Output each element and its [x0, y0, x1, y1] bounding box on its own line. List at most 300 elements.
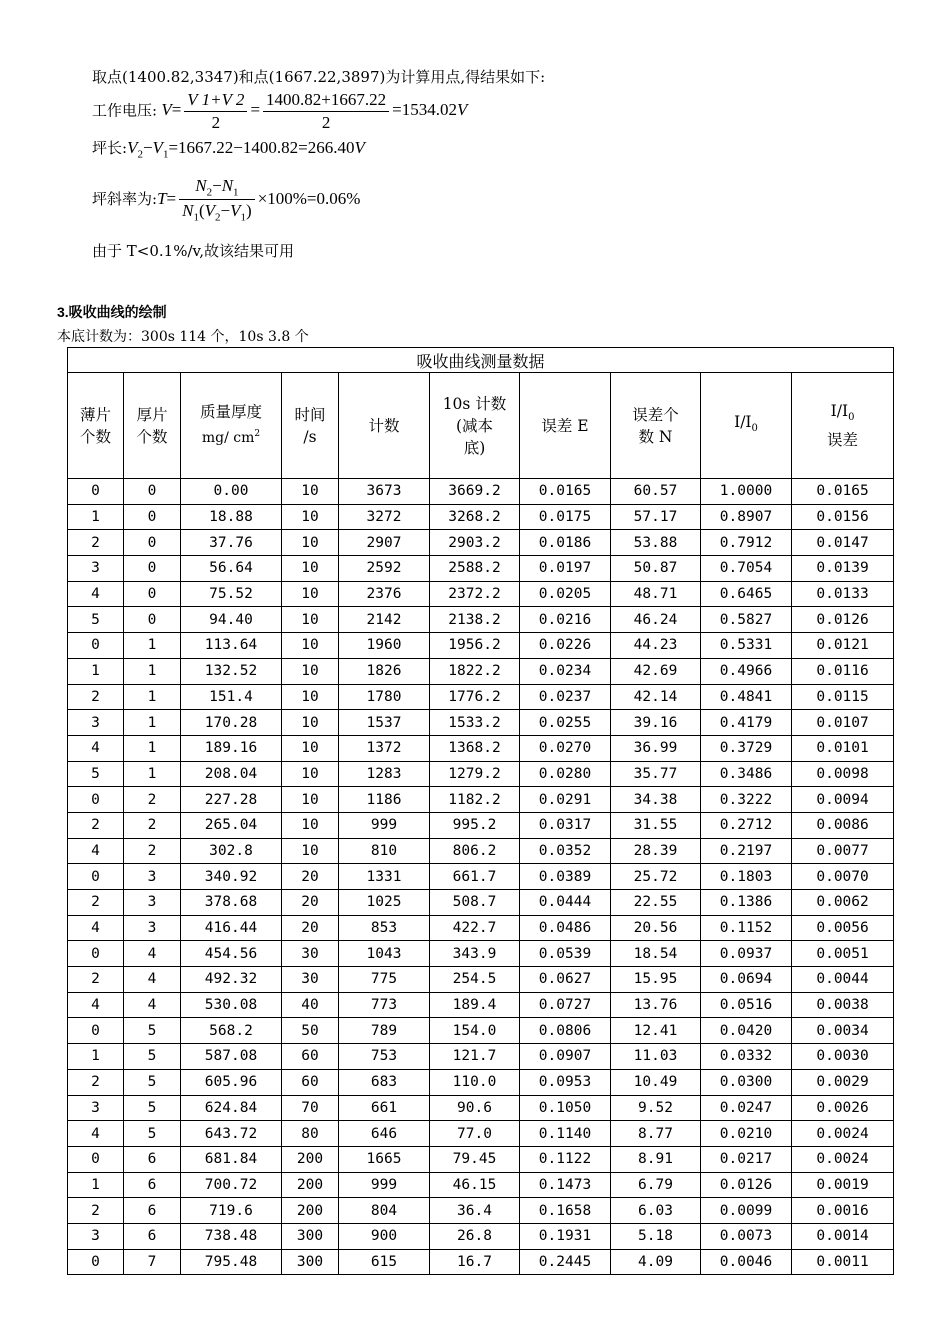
cell-ratio: 0.0332	[701, 1044, 792, 1070]
table-row	[68, 710, 894, 736]
cell-mass-thickness: 605.96	[181, 1069, 282, 1095]
cell-count: 753	[339, 1044, 430, 1070]
cell-error-n: 11.03	[611, 1044, 701, 1070]
section-title: 3.吸收曲线的绘制	[57, 304, 167, 320]
cell-error-e: 0.0317	[520, 812, 611, 838]
cell-count-10s: 3669.2	[430, 479, 520, 505]
cell-time: 10	[282, 633, 339, 659]
cell-thick-count: 0	[124, 479, 181, 505]
cell-ratio: 0.2712	[701, 812, 792, 838]
cell-count-10s: 2138.2	[430, 607, 520, 633]
cell-mass-thickness: 189.16	[181, 735, 282, 761]
cell-error-n: 13.76	[611, 992, 701, 1018]
cell-count-10s: 110.0	[430, 1069, 520, 1095]
cell-thin-count: 1	[68, 658, 124, 684]
header-text: 质量厚度	[199, 403, 262, 422]
cell-mass-thickness: 643.72	[181, 1121, 282, 1147]
cell-time: 300	[282, 1223, 339, 1249]
cell-count-10s: 36.4	[430, 1198, 520, 1224]
slope-formula	[92, 176, 360, 224]
cell-time: 10	[282, 658, 339, 684]
cell-count-10s: 1956.2	[430, 633, 520, 659]
cell-ratio-error: 0.0014	[792, 1223, 894, 1249]
table-row	[68, 787, 894, 813]
cell-thin-count: 1	[68, 1044, 124, 1070]
cell-thin-count: 1	[68, 1172, 124, 1198]
cell-mass-thickness: 18.88	[181, 504, 282, 530]
cell-thick-count: 1	[124, 658, 181, 684]
absorption-data-table	[67, 347, 894, 1275]
cell-mass-thickness: 37.76	[181, 530, 282, 556]
cell-ratio-error: 0.0139	[792, 556, 894, 582]
cell-time: 10	[282, 504, 339, 530]
cell-mass-thickness: 719.6	[181, 1198, 282, 1224]
cell-ratio: 0.0073	[701, 1223, 792, 1249]
cell-count-10s: 26.8	[430, 1223, 520, 1249]
header-text: 误差个	[632, 405, 679, 424]
cell-error-n: 15.95	[611, 967, 701, 993]
cell-count-10s: 46.15	[430, 1172, 520, 1198]
cell-ratio-error: 0.0044	[792, 967, 894, 993]
table-row	[68, 812, 894, 838]
paren-open: (	[198, 201, 205, 221]
cell-error-e: 0.0280	[520, 761, 611, 787]
cell-time: 20	[282, 915, 339, 941]
cell-error-e: 0.0165	[520, 479, 611, 505]
cell-time: 10	[282, 761, 339, 787]
cell-ratio-error: 0.0116	[792, 658, 894, 684]
cell-count-10s: 254.5	[430, 967, 520, 993]
table-header-row	[68, 373, 894, 479]
cell-mass-thickness: 113.64	[181, 633, 282, 659]
cell-time: 20	[282, 890, 339, 916]
cell-count: 1025	[339, 890, 430, 916]
table-row	[68, 684, 894, 710]
header-text: mg/ cm	[201, 430, 255, 447]
slope-result: ×100%=0.06%	[257, 188, 361, 208]
cell-count: 3272	[339, 504, 430, 530]
table-row	[68, 1044, 894, 1070]
work-voltage-formula	[92, 90, 467, 133]
cell-ratio-error: 0.0101	[792, 735, 894, 761]
cell-count: 853	[339, 915, 430, 941]
cell-ratio-error: 0.0133	[792, 581, 894, 607]
cell-count: 2376	[339, 581, 430, 607]
cell-count: 804	[339, 1198, 430, 1224]
cell-count: 900	[339, 1223, 430, 1249]
fraction-denominator	[179, 200, 255, 223]
cell-mass-thickness: 94.40	[181, 607, 282, 633]
voltage-symbol: V	[230, 201, 241, 221]
cell-mass-thickness: 700.72	[181, 1172, 282, 1198]
cell-thick-count: 1	[124, 684, 181, 710]
cell-count: 999	[339, 1172, 430, 1198]
cell-thin-count: 3	[68, 1095, 124, 1121]
fraction-numerator	[179, 176, 255, 200]
subscript: 2	[215, 211, 221, 224]
cell-error-n: 10.49	[611, 1069, 701, 1095]
cell-error-e: 0.0234	[520, 658, 611, 684]
cell-ratio: 0.7054	[701, 556, 792, 582]
cell-time: 60	[282, 1044, 339, 1070]
cell-count-10s: 3268.2	[430, 504, 520, 530]
fraction-numeric	[263, 90, 389, 133]
cell-thick-count: 6	[124, 1223, 181, 1249]
cell-time: 10	[282, 735, 339, 761]
cell-time: 30	[282, 941, 339, 967]
cell-time: 70	[282, 1095, 339, 1121]
cell-count-10s: 77.0	[430, 1121, 520, 1147]
cell-mass-thickness: 492.32	[181, 967, 282, 993]
table-row	[68, 504, 894, 530]
cell-time: 40	[282, 992, 339, 1018]
minus-sign: −	[142, 138, 153, 157]
header-ratio	[701, 373, 792, 479]
cell-count-10s: 1533.2	[430, 710, 520, 736]
header-text: 时间	[294, 405, 326, 424]
table-row	[68, 735, 894, 761]
cell-error-n: 4.09	[611, 1249, 701, 1275]
cell-error-e: 0.0627	[520, 967, 611, 993]
subscript: 1	[162, 148, 169, 161]
header-text: I/I	[734, 412, 752, 431]
cell-thick-count: 1	[124, 761, 181, 787]
cell-error-e: 0.0197	[520, 556, 611, 582]
cell-ratio: 0.3729	[701, 735, 792, 761]
cell-error-n: 18.54	[611, 941, 701, 967]
header-time	[282, 373, 339, 479]
cell-error-n: 31.55	[611, 812, 701, 838]
cell-mass-thickness: 302.8	[181, 838, 282, 864]
cell-thick-count: 1	[124, 633, 181, 659]
cell-ratio-error: 0.0024	[792, 1121, 894, 1147]
cell-thin-count: 0	[68, 479, 124, 505]
cell-thick-count: 0	[124, 607, 181, 633]
cell-ratio: 0.0217	[701, 1146, 792, 1172]
header-count-10s	[430, 373, 520, 479]
cell-error-n: 60.57	[611, 479, 701, 505]
cell-ratio-error: 0.0115	[792, 684, 894, 710]
cell-thick-count: 4	[124, 941, 181, 967]
equals-sign: =	[171, 100, 182, 120]
cell-error-e: 0.0175	[520, 504, 611, 530]
subscript: 1	[193, 211, 199, 224]
table-row	[68, 941, 894, 967]
header-text: 数 N	[638, 427, 673, 446]
cell-thin-count: 2	[68, 812, 124, 838]
table-row	[68, 479, 894, 505]
cell-thin-count: 0	[68, 1249, 124, 1275]
cell-ratio: 0.3486	[701, 761, 792, 787]
subscript: 2	[206, 186, 213, 199]
header-text: 厚片	[136, 405, 168, 424]
work-voltage-result: =1534.02	[392, 100, 457, 120]
cell-mass-thickness: 454.56	[181, 941, 282, 967]
slope-fraction	[179, 176, 255, 224]
fraction-numerator: V 1+V 2	[184, 90, 247, 112]
header-text: 底)	[463, 438, 486, 457]
table-row	[68, 761, 894, 787]
cell-time: 10	[282, 479, 339, 505]
cell-count: 1826	[339, 658, 430, 684]
cell-count-10s: 806.2	[430, 838, 520, 864]
table-row	[68, 1018, 894, 1044]
cell-count-10s: 1776.2	[430, 684, 520, 710]
cell-error-e: 0.0216	[520, 607, 611, 633]
cell-thin-count: 3	[68, 1223, 124, 1249]
cell-count-10s: 1368.2	[430, 735, 520, 761]
header-mass-thickness	[181, 373, 282, 479]
cell-thick-count: 0	[124, 530, 181, 556]
table-row	[68, 838, 894, 864]
table-row	[68, 633, 894, 659]
cell-count: 1043	[339, 941, 430, 967]
cell-error-n: 50.87	[611, 556, 701, 582]
cell-time: 200	[282, 1146, 339, 1172]
cell-time: 10	[282, 710, 339, 736]
cell-error-n: 28.39	[611, 838, 701, 864]
cell-mass-thickness: 132.52	[181, 658, 282, 684]
cell-error-n: 25.72	[611, 864, 701, 890]
cell-mass-thickness: 416.44	[181, 915, 282, 941]
cell-time: 10	[282, 812, 339, 838]
cell-count: 1186	[339, 787, 430, 813]
work-voltage-label: 工作电压:	[92, 101, 158, 120]
voltage-symbol: V	[204, 201, 216, 221]
cell-count-10s: 422.7	[430, 915, 520, 941]
cell-ratio: 0.1803	[701, 864, 792, 890]
cell-mass-thickness: 265.04	[181, 812, 282, 838]
cell-count: 2592	[339, 556, 430, 582]
cell-ratio-error: 0.0094	[792, 787, 894, 813]
cell-thin-count: 0	[68, 1146, 124, 1172]
cell-thick-count: 5	[124, 1018, 181, 1044]
cell-thick-count: 7	[124, 1249, 181, 1275]
cell-error-n: 6.79	[611, 1172, 701, 1198]
cell-error-e: 0.0907	[520, 1044, 611, 1070]
cell-ratio-error: 0.0165	[792, 479, 894, 505]
cell-error-n: 53.88	[611, 530, 701, 556]
cell-error-e: 0.0352	[520, 838, 611, 864]
subscript: 1	[233, 186, 239, 199]
cell-mass-thickness: 530.08	[181, 992, 282, 1018]
cell-thin-count: 3	[68, 710, 124, 736]
cell-count: 683	[339, 1069, 430, 1095]
cell-ratio: 1.0000	[701, 479, 792, 505]
cell-ratio: 0.3222	[701, 787, 792, 813]
cell-thin-count: 2	[68, 530, 124, 556]
cell-mass-thickness: 568.2	[181, 1018, 282, 1044]
cell-ratio-error: 0.0034	[792, 1018, 894, 1044]
cell-time: 20	[282, 864, 339, 890]
cell-error-n: 5.18	[611, 1223, 701, 1249]
cell-count-10s: 189.4	[430, 992, 520, 1018]
header-error-n	[611, 373, 701, 479]
table-row	[68, 658, 894, 684]
cell-thin-count: 0	[68, 864, 124, 890]
cell-thin-count: 4	[68, 838, 124, 864]
cell-count-10s: 1279.2	[430, 761, 520, 787]
cell-thick-count: 3	[124, 864, 181, 890]
cell-ratio: 0.0126	[701, 1172, 792, 1198]
cell-ratio-error: 0.0030	[792, 1044, 894, 1070]
cell-error-e: 0.0486	[520, 915, 611, 941]
equals-sign: =	[166, 188, 177, 208]
cell-ratio-error: 0.0062	[792, 890, 894, 916]
cell-thin-count: 5	[68, 607, 124, 633]
table-row	[68, 607, 894, 633]
cell-count-10s: 1822.2	[430, 658, 520, 684]
cell-thin-count: 2	[68, 967, 124, 993]
cell-time: 10	[282, 556, 339, 582]
cell-count: 775	[339, 967, 430, 993]
cell-error-e: 0.0953	[520, 1069, 611, 1095]
cell-thick-count: 2	[124, 812, 181, 838]
voltage-unit: V	[456, 100, 468, 120]
header-text: 个数	[79, 427, 111, 446]
cell-ratio: 0.0210	[701, 1121, 792, 1147]
cell-error-e: 0.2445	[520, 1249, 611, 1275]
cell-thick-count: 4	[124, 967, 181, 993]
cell-thick-count: 5	[124, 1121, 181, 1147]
cell-ratio-error: 0.0056	[792, 915, 894, 941]
cell-count: 646	[339, 1121, 430, 1147]
cell-ratio-error: 0.0016	[792, 1198, 894, 1224]
table-caption: 吸收曲线测量数据	[68, 348, 894, 373]
subscript: 1	[240, 211, 247, 224]
cell-error-e: 0.1122	[520, 1146, 611, 1172]
table-row	[68, 1198, 894, 1224]
cell-error-e: 0.1140	[520, 1121, 611, 1147]
cell-thick-count: 0	[124, 504, 181, 530]
cell-time: 10	[282, 787, 339, 813]
minus-sign: −	[220, 201, 231, 221]
cell-mass-thickness: 0.00	[181, 479, 282, 505]
cell-ratio: 0.2197	[701, 838, 792, 864]
header-error-e	[520, 373, 611, 479]
cell-error-e: 0.0539	[520, 941, 611, 967]
cell-ratio: 0.7912	[701, 530, 792, 556]
cell-ratio: 0.0247	[701, 1095, 792, 1121]
cell-error-n: 39.16	[611, 710, 701, 736]
n-symbol: N	[195, 176, 207, 195]
cell-thin-count: 1	[68, 504, 124, 530]
cell-thin-count: 4	[68, 735, 124, 761]
cell-thick-count: 5	[124, 1069, 181, 1095]
header-text: 10s 计数	[442, 394, 507, 413]
cell-count-10s: 995.2	[430, 812, 520, 838]
cell-count: 615	[339, 1249, 430, 1275]
cell-thin-count: 2	[68, 890, 124, 916]
superscript: 2	[254, 429, 261, 440]
cell-error-n: 22.55	[611, 890, 701, 916]
cell-error-e: 0.0226	[520, 633, 611, 659]
cell-mass-thickness: 151.4	[181, 684, 282, 710]
cell-thin-count: 2	[68, 684, 124, 710]
subscript: 0	[751, 423, 758, 435]
table-row	[68, 890, 894, 916]
cell-count: 1372	[339, 735, 430, 761]
table-row	[68, 915, 894, 941]
cell-time: 10	[282, 607, 339, 633]
voltage-symbol: V	[152, 138, 163, 157]
cell-ratio: 0.4966	[701, 658, 792, 684]
header-text: 个数	[136, 427, 168, 446]
cell-time: 10	[282, 838, 339, 864]
cell-thin-count: 3	[68, 556, 124, 582]
cell-thin-count: 0	[68, 633, 124, 659]
cell-ratio: 0.1152	[701, 915, 792, 941]
cell-time: 10	[282, 581, 339, 607]
cell-count: 1780	[339, 684, 430, 710]
voltage-symbol: V	[127, 138, 138, 157]
table-row	[68, 864, 894, 890]
cell-mass-thickness: 378.68	[181, 890, 282, 916]
cell-ratio-error: 0.0011	[792, 1249, 894, 1275]
table-row	[68, 967, 894, 993]
cell-error-e: 0.0255	[520, 710, 611, 736]
cell-ratio: 0.0694	[701, 967, 792, 993]
cell-error-e: 0.1658	[520, 1198, 611, 1224]
cell-ratio-error: 0.0126	[792, 607, 894, 633]
cell-error-n: 34.38	[611, 787, 701, 813]
cell-ratio: 0.5827	[701, 607, 792, 633]
cell-ratio: 0.0420	[701, 1018, 792, 1044]
cell-error-n: 57.17	[611, 504, 701, 530]
cell-thick-count: 5	[124, 1095, 181, 1121]
cell-error-n: 42.14	[611, 684, 701, 710]
cell-ratio-error: 0.0029	[792, 1069, 894, 1095]
cell-mass-thickness: 587.08	[181, 1044, 282, 1070]
cell-mass-thickness: 208.04	[181, 761, 282, 787]
cell-thin-count: 0	[68, 941, 124, 967]
header-ratio-error	[792, 373, 894, 479]
cell-ratio: 0.0046	[701, 1249, 792, 1275]
fraction-denominator: 2	[321, 113, 331, 132]
header-thick-count	[124, 373, 181, 479]
subscript: 0	[848, 412, 855, 424]
cell-thick-count: 2	[124, 787, 181, 813]
cell-ratio-error: 0.0026	[792, 1095, 894, 1121]
table-row	[68, 992, 894, 1018]
table-row	[68, 1069, 894, 1095]
table-row	[68, 581, 894, 607]
cell-thin-count: 2	[68, 1198, 124, 1224]
cell-time: 30	[282, 967, 339, 993]
table-body	[68, 479, 894, 1275]
intro-text: 取点(1400.82,3347)和点(1667.22,3897)为计算用点,得结果如下:	[92, 68, 546, 86]
paren-close: )	[246, 201, 252, 221]
cell-thin-count: 2	[68, 1069, 124, 1095]
cell-count-10s: 2588.2	[430, 556, 520, 582]
cell-thick-count: 5	[124, 1044, 181, 1070]
cell-count: 2907	[339, 530, 430, 556]
cell-error-n: 42.69	[611, 658, 701, 684]
cell-time: 200	[282, 1198, 339, 1224]
cell-thick-count: 0	[124, 581, 181, 607]
cell-thin-count: 4	[68, 581, 124, 607]
cell-count: 789	[339, 1018, 430, 1044]
slope-label: 坪斜率为:	[92, 189, 158, 208]
cell-count-10s: 90.6	[430, 1095, 520, 1121]
cell-ratio: 0.4841	[701, 684, 792, 710]
cell-count-10s: 121.7	[430, 1044, 520, 1070]
table-row	[68, 556, 894, 582]
cell-ratio-error: 0.0051	[792, 941, 894, 967]
cell-thick-count: 4	[124, 992, 181, 1018]
cell-count-10s: 154.0	[430, 1018, 520, 1044]
cell-ratio-error: 0.0024	[792, 1146, 894, 1172]
